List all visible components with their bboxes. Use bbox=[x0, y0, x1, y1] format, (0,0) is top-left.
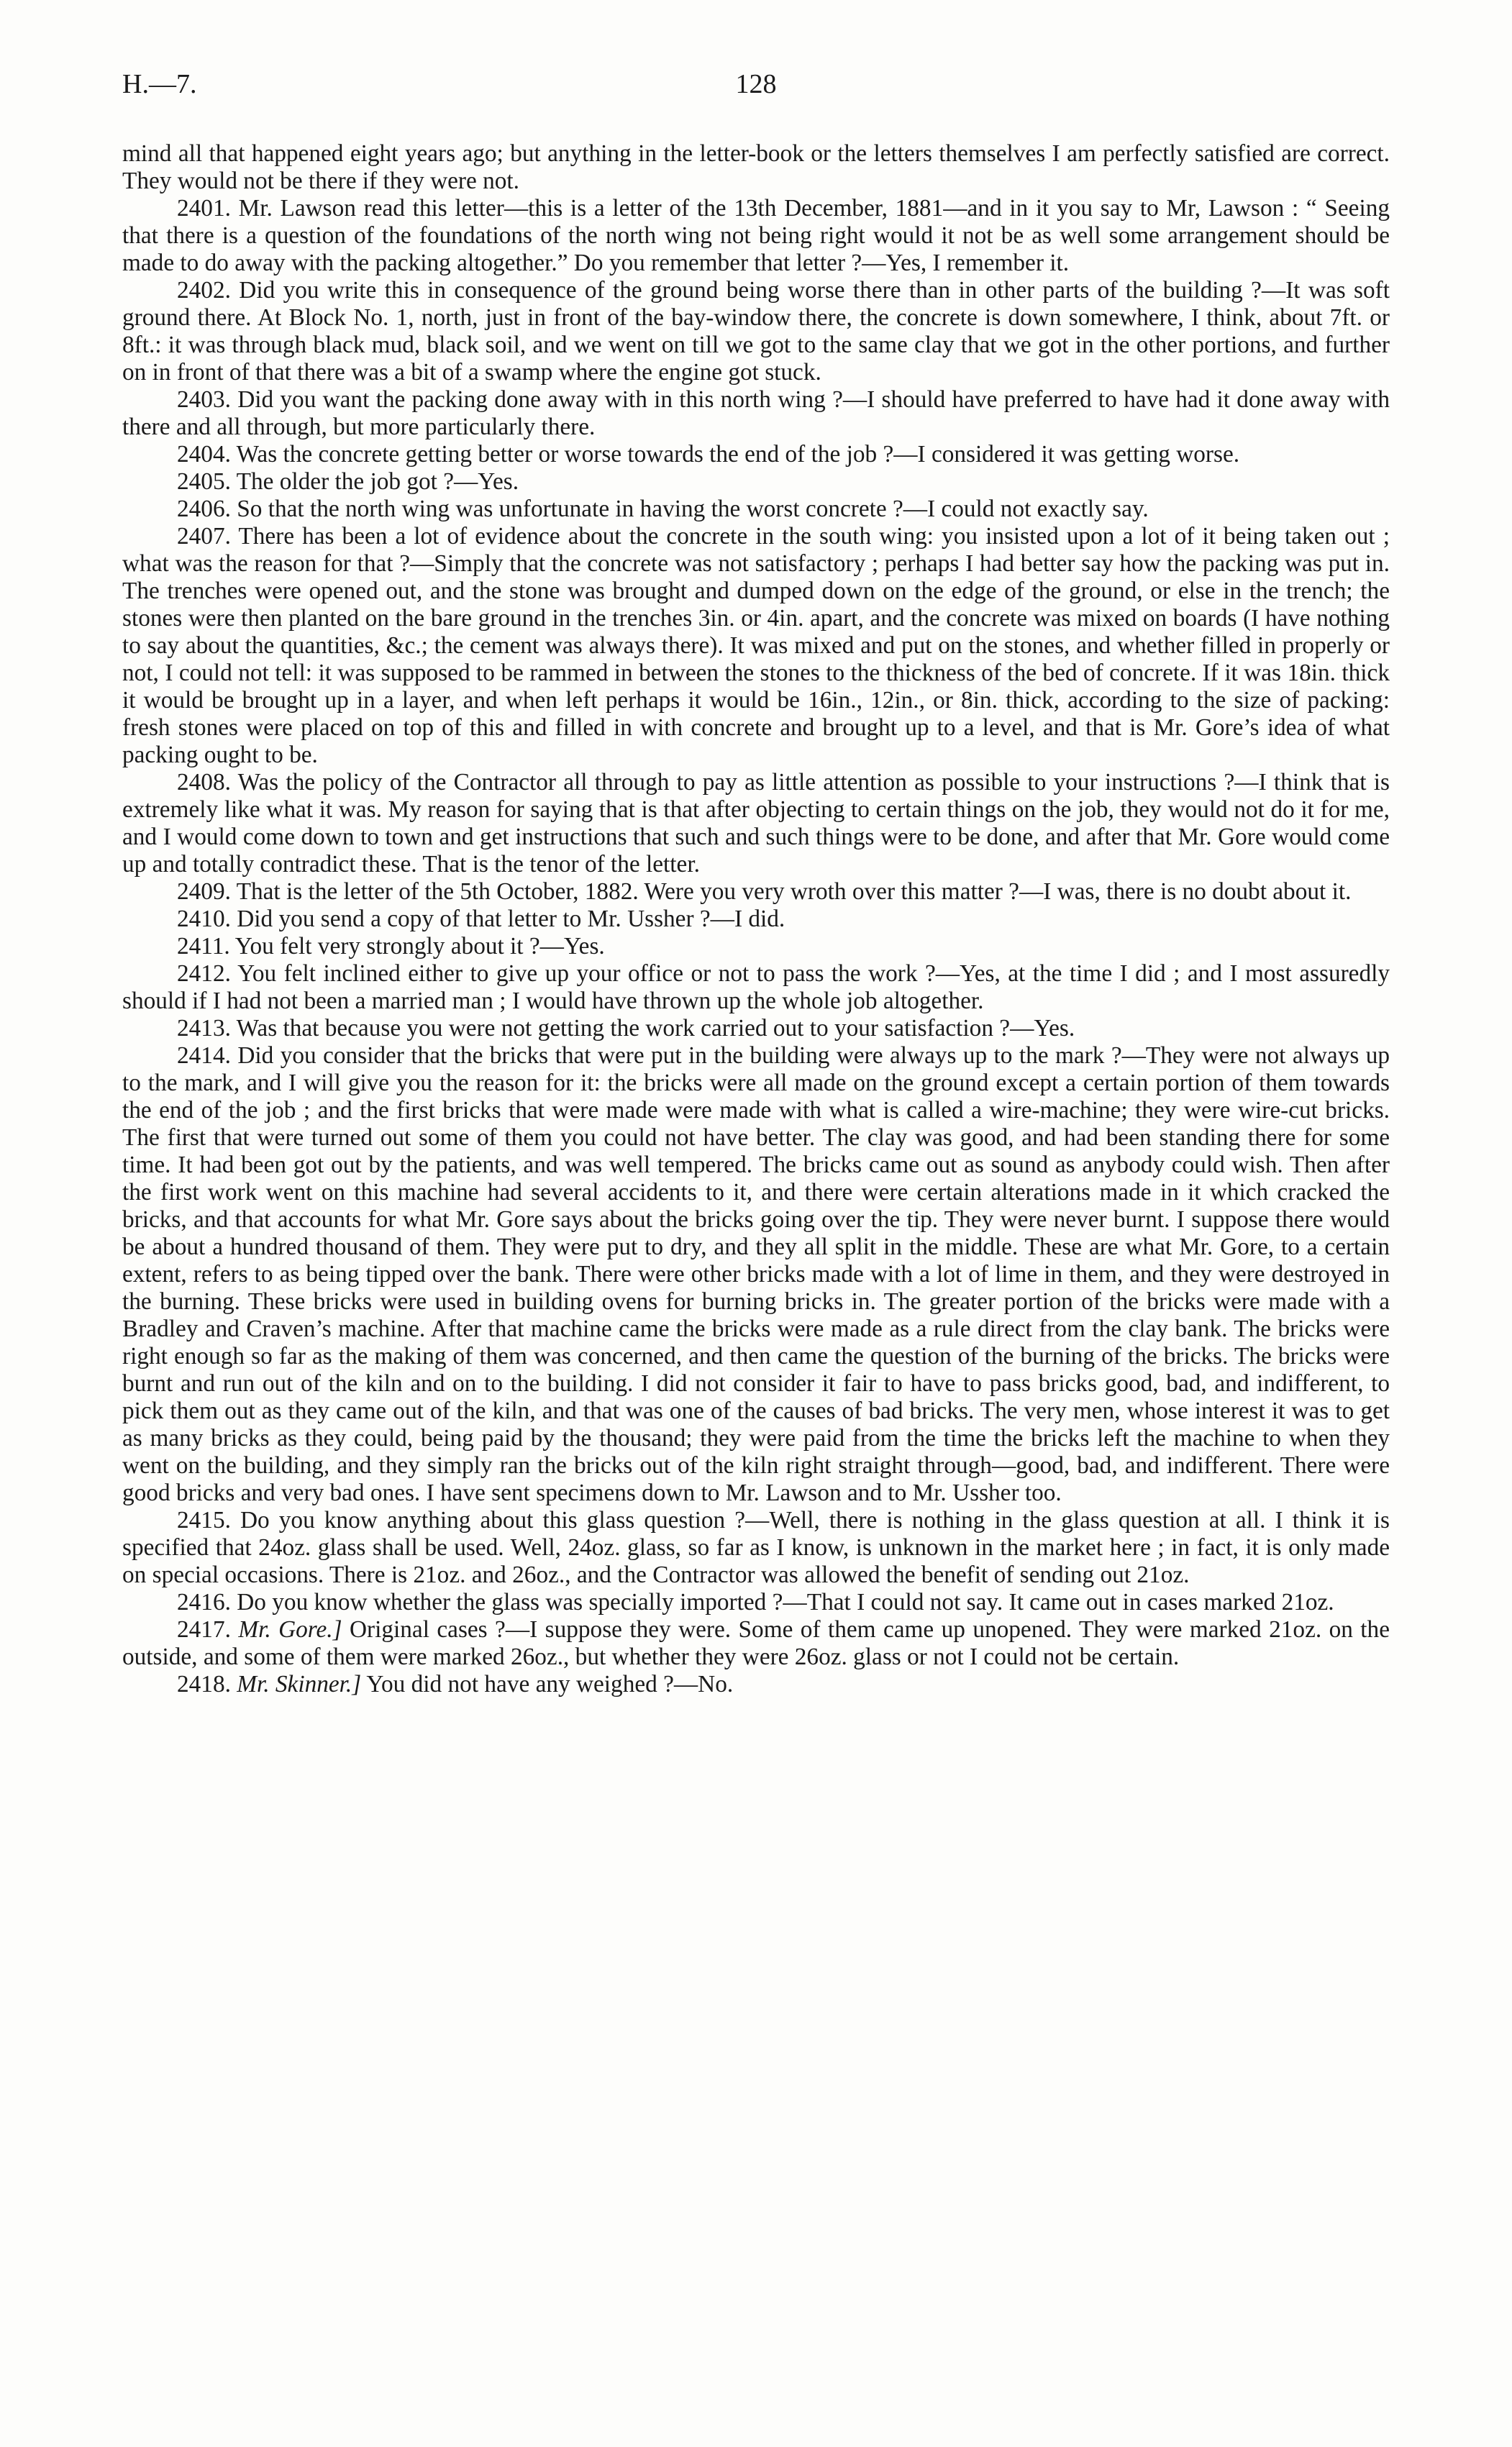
paragraph bbox=[122, 1671, 1390, 1698]
paragraph bbox=[122, 523, 1390, 769]
question-number: 2415. bbox=[177, 1507, 231, 1534]
document-body bbox=[122, 140, 1390, 1698]
paragraph-text: You did not have any weighed ?—No. bbox=[366, 1671, 734, 1698]
paragraph-text: Did you want the packing done away with in this north wing ?—I should have preferred to have had it done away with there and all through, but more particularly there. bbox=[122, 386, 1390, 440]
paragraph-text: Do you know anything about this glass question ?—Well, there is nothing in the glass question at all. I think it is specified that 24oz. glass shall be used. Well, 24oz. glass, so far as I know, is unknown in the market here ; in fact, it is only made on special occasions. There is 21oz. and 26oz., and the Contractor was allowed the benefit of sending out 21oz. bbox=[122, 1507, 1390, 1588]
question-number: 2404. bbox=[177, 441, 231, 468]
question-number: 2409. bbox=[177, 878, 231, 905]
paragraph bbox=[122, 933, 1390, 960]
paragraph-text: Mr. Lawson read this letter—this is a letter of the 13th December, 1881—and in it you say to Mr, Lawson : “ Seeing that there is a question of the foundations of the north wing not being right would it not be as well some arrangement should be made to do away with the packing altogether.” Do you remember that letter ?—Yes, I remember it. bbox=[122, 195, 1390, 276]
paragraph bbox=[122, 441, 1390, 468]
paragraph bbox=[122, 277, 1390, 386]
question-number: 2413. bbox=[177, 1015, 231, 1042]
page-header bbox=[122, 68, 1390, 111]
paragraph-text: Did you consider that the bricks that were put in the building were always up to the mark ?—They were not always up to the mark, and I will give you the reason for it: the bricks were all made on the ground except a certain portion of them towards the end of the job ; and the first bricks that were made were made with what is called a wire-machine; they were wire-cut bricks. The first that were turned out some of them you could not have better. The clay was good, and had been standing there for some time. It had been got out by the patients, and was well tempered. The bricks came out as sound as anybody could wish. Then after the first work went on this machine had several accidents to it, and there were certain alterations made in it which cracked the bricks, and that accounts for what Mr. Gore says about the bricks going over the tip. They were never burnt. I suppose there would be about a hundred thousand of them. They were put to dry, and they all split in the middle. These are what Mr. Gore, to a certain extent, refers to as being tipped over the bank. There were other bricks made with a lot of lime in them, and they were destroyed in the burning. These bricks were used in building ovens for burning bricks in. The greater portion of the bricks were made with a Bradley and Craven’s machine. After that machine came the bricks were made as a rule direct from the clay bank. The bricks were right enough so far as the making of them was concerned, and then came the question of the burning of the bricks. The bricks were burnt and run out of the kiln and on to the building. I did not consider it fair to have to pass bricks good, bad, and indifferent, to pick them out as they came out of the kiln, and that was one of the causes of bad bricks. The very men, whose interest it was to get as many bricks as they could, being paid by the thousand; they were paid from the time the bricks left the machine to when they went on the building, and they simply ran the bricks out of the kiln right straight through—good, bad, and indifferent. There were good bricks and very bad ones. I have sent specimens down to Mr. Lawson and to Mr. Ussher too. bbox=[122, 1042, 1390, 1506]
paragraph-text: Did you write this in consequence of the ground being worse there than in other parts of the building ?—It was soft ground there. At Block No. 1, north, just in front of the bay-window there, the concrete is down somewhere, I think, about 7ft. or 8ft.: it was through black mud, black soil, and we went on till we got to the same clay that we got in the other portions, and further on in front of that there was a bit of a swamp where the engine got stuck. bbox=[122, 277, 1390, 386]
paragraph bbox=[122, 878, 1390, 906]
question-number: 2417. bbox=[177, 1616, 231, 1643]
paper-code: H.—7. bbox=[122, 69, 197, 99]
question-number: 2407. bbox=[177, 523, 231, 550]
paragraph bbox=[122, 769, 1390, 878]
question-number: 2403. bbox=[177, 386, 231, 413]
question-number: 2412. bbox=[177, 960, 231, 987]
paragraph-text: Original cases ?—I suppose they were. Some of them came up unopened. They were marked 21oz. on the outside, and some of them were marked 26oz., but whether they were 26oz. glass or not I could not be certain. bbox=[122, 1616, 1390, 1670]
paragraph-text: That is the letter of the 5th October, 1882. Were you very wroth over this matter ?—I was, there is no doubt about it. bbox=[236, 878, 1352, 905]
paragraph bbox=[122, 386, 1390, 441]
paragraph-text: Was that because you were not getting the work carried out to your satisfaction ?—Yes. bbox=[236, 1015, 1075, 1042]
page-number: 128 bbox=[735, 69, 777, 99]
question-number: 2406. bbox=[177, 496, 231, 522]
question-number: 2401. bbox=[177, 195, 231, 222]
question-number: 2408. bbox=[177, 769, 231, 796]
paragraph bbox=[122, 960, 1390, 1015]
paragraph-text: So that the north wing was unfortunate in having the worst concrete ?—I could not exactly say. bbox=[237, 496, 1149, 522]
speaker-label: Mr. Skinner.] bbox=[237, 1671, 362, 1698]
paragraph bbox=[122, 1589, 1390, 1616]
question-number: 2410. bbox=[177, 906, 231, 932]
question-number: 2416. bbox=[177, 1589, 231, 1616]
paragraph-text: The older the job got ?—Yes. bbox=[236, 468, 519, 495]
paragraph bbox=[122, 140, 1390, 195]
paragraph-text: You felt inclined either to give up your office or not to pass the work ?—Yes, at the time I did ; and I most assuredly should if I had not been a married man ; I would have thrown up the whole job altogether. bbox=[122, 960, 1390, 1014]
question-number: 2405. bbox=[177, 468, 231, 495]
paragraph-text: Did you send a copy of that letter to Mr. Ussher ?—I did. bbox=[237, 906, 785, 932]
paragraph bbox=[122, 1616, 1390, 1671]
question-number: 2402. bbox=[177, 277, 231, 304]
question-number: 2411. bbox=[177, 933, 230, 960]
paragraph-text: Do you know whether the glass was specially imported ?—That I could not say. It came out in cases marked 21oz. bbox=[237, 1589, 1334, 1616]
paragraph bbox=[122, 195, 1390, 277]
paragraph bbox=[122, 906, 1390, 933]
paragraph bbox=[122, 496, 1390, 523]
paragraph bbox=[122, 1042, 1390, 1507]
paragraph-text: Was the concrete getting better or worse towards the end of the job ?—I considered it was getting worse. bbox=[236, 441, 1240, 468]
speaker-label: Mr. Gore.] bbox=[238, 1616, 342, 1643]
paragraph bbox=[122, 1507, 1390, 1589]
paragraph-text: You felt very strongly about it ?—Yes. bbox=[234, 933, 605, 960]
question-number: 2418. bbox=[177, 1671, 231, 1698]
paragraph-text: mind all that happened eight years ago; but anything in the letter-book or the letters themselves I am perfectly satisfied are correct. They would not be there if they were not. bbox=[122, 140, 1390, 194]
paragraph bbox=[122, 468, 1390, 496]
paragraph-text: Was the policy of the Contractor all through to pay as little attention as possible to your instructions ?—I think that is extremely like what it was. My reason for saying that is that after objecting to certain things on the job, they would not do it for me, and I would come down to town and get instructions that such and such things were to be done, and after that Mr. Gore would come up and totally contradict these. That is the tenor of the letter. bbox=[122, 769, 1390, 878]
paragraph bbox=[122, 1015, 1390, 1042]
question-number: 2414. bbox=[177, 1042, 231, 1069]
paragraph-text: There has been a lot of evidence about the concrete in the south wing: you insisted upon a lot of it being taken out ; what was the reason for that ?—Simply that the concrete was not satisfactory ; perhaps I had better say how the packing was put in. The trenches were opened out, and the stone was brought and dumped down on the edge of the ground, or else in the trench; the stones were then planted on the bare ground in the trenches 3in. or 4in. apart, and the concrete was mixed on boards (I have nothing to say about the quantities, &c.; the cement was always there). It was mixed and put on the stones, and whether filled in properly or not, I could not tell: it was supposed to be rammed in between the stones to the thickness of the bed of concrete. If it was 18in. thick it would be brought up in a layer, and when left perhaps it would be 16in., 12in., or 8in. thick, according to the size of packing: fresh stones were placed on top of this and filled in with concrete and brought up to a level, and that is Mr. Gore’s idea of what packing ought to be. bbox=[122, 523, 1390, 768]
